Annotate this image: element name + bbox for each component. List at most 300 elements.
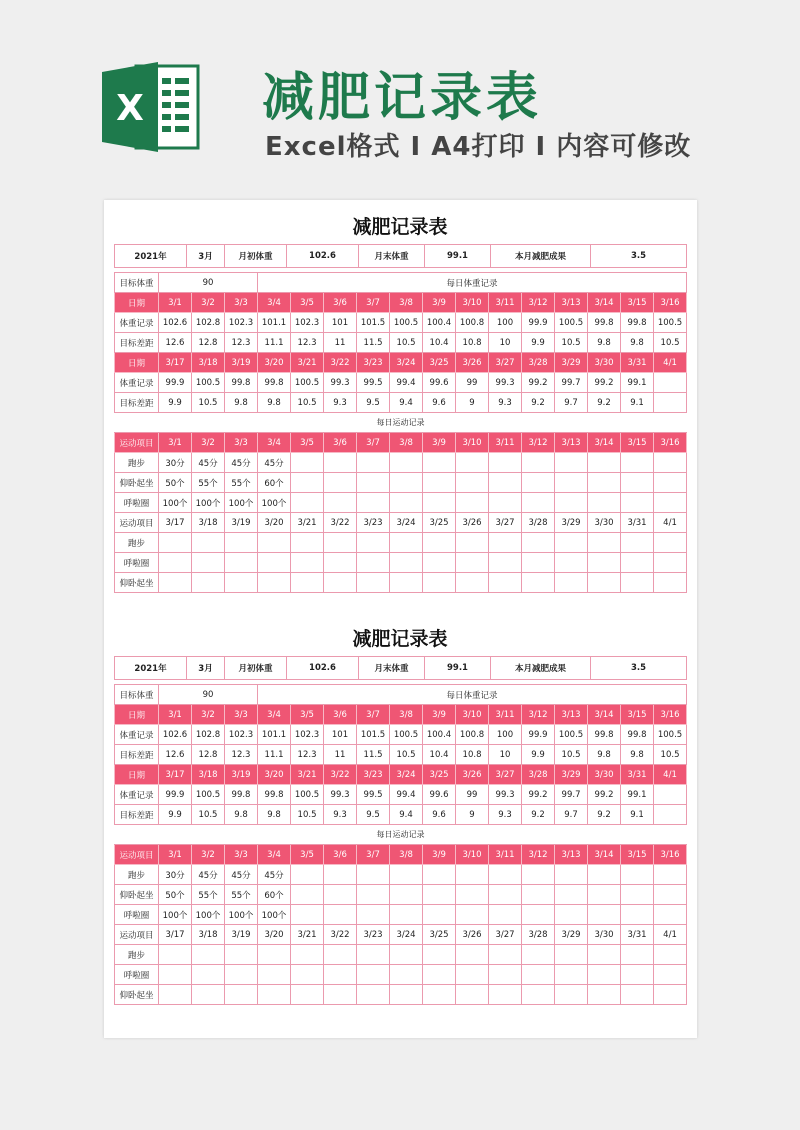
date-cell: 3/23 [357,765,390,785]
year-cell: 2021年 [115,245,187,268]
exercise-label: 呼啦圈 [115,553,159,573]
exercise-cell [225,533,258,553]
diff-cell: 9.2 [522,393,555,413]
date-cell: 3/27 [489,353,522,373]
exercise-cell [324,965,357,985]
exercise-cell [423,473,456,493]
exercise-cell [555,533,588,553]
weight-cell: 99.8 [621,313,654,333]
exercise-cell [588,945,621,965]
date-cell: 3/15 [621,433,654,453]
date-cell: 3/5 [291,433,324,453]
exercise-cell [621,945,654,965]
weight-row [115,725,687,745]
weight-cell: 102.3 [291,725,324,745]
exercise-cell [489,905,522,925]
exercise-cell [324,553,357,573]
exercise-cell [555,945,588,965]
date-cell: 3/26 [456,925,489,945]
exercise-cell [291,573,324,593]
exercise-label: 仰卧起坐 [115,885,159,905]
exercise-cell: 100个 [258,493,291,513]
exercise-cell [159,553,192,573]
exercise-cell [159,533,192,553]
diff-cell: 9.1 [621,393,654,413]
sheet-title: 减肥记录表 [352,628,448,650]
exercise-cell [192,945,225,965]
exercise-cell [621,885,654,905]
logo-letter: X [116,88,144,129]
date-cell: 3/16 [654,433,687,453]
exercise-cell [357,473,390,493]
date-cell: 3/29 [555,925,588,945]
result-value: 3.5 [591,657,687,680]
date-cell: 3/30 [588,353,621,373]
date-cell: 3/16 [654,845,687,865]
diff-cell: 9.2 [588,393,621,413]
weight-cell: 100.5 [390,313,423,333]
exercise-cell [390,453,423,473]
diff-cell: 9.4 [390,805,423,825]
weight-cell: 102.6 [159,725,192,745]
exercise-cell [291,985,324,1005]
end-weight-label: 月末体重 [359,245,425,268]
exercise-cell [588,905,621,925]
exercise-cell [324,985,357,1005]
weight-cell: 99.5 [357,785,390,805]
weight-cell: 100.5 [291,785,324,805]
exercise-cell [423,493,456,513]
exercise-cell [522,473,555,493]
date-cell: 3/27 [489,765,522,785]
exercise-cell [192,573,225,593]
exercise-section-title: 每日运动记录 [115,413,687,433]
exercise-cell [456,473,489,493]
diff-cell: 9.3 [324,393,357,413]
exercise-label: 跑步 [115,453,159,473]
exercise-cell [390,865,423,885]
weight-cell: 100.5 [192,373,225,393]
weight-cell: 102.6 [159,313,192,333]
exercise-cell [522,985,555,1005]
exercise-cell [390,553,423,573]
end-weight-label: 月末体重 [359,657,425,680]
exercise-cell [621,905,654,925]
diff-cell: 9.9 [159,393,192,413]
start-weight-value: 102.6 [287,245,359,268]
date-cell: 3/14 [588,845,621,865]
diff-cell: 9.4 [390,393,423,413]
weight-cell: 100.5 [555,313,588,333]
weight-cell: 99.1 [621,373,654,393]
exercise-row [115,493,687,513]
date-cell: 3/12 [522,433,555,453]
exercise-cell [489,573,522,593]
date-cell: 3/20 [258,765,291,785]
diff-cell: 10.8 [456,333,489,353]
exercise-cell [654,533,687,553]
exercise-cell [654,885,687,905]
target-diff-row [115,805,687,825]
exercise-cell [390,573,423,593]
exercise-cell: 45分 [192,453,225,473]
date-cell: 3/21 [291,353,324,373]
exercise-cell [291,473,324,493]
weight-row-label: 体重记录 [115,725,159,745]
diff-cell: 10 [489,333,522,353]
exercise-cell: 60个 [258,885,291,905]
date-cell: 3/2 [192,705,225,725]
diff-cell: 10.5 [654,745,687,765]
date-cell: 3/4 [258,845,291,865]
date-cell: 3/13 [555,845,588,865]
exercise-cell: 100个 [192,493,225,513]
weight-cell: 99.6 [423,373,456,393]
exercise-cell [456,493,489,513]
date-row [115,353,687,373]
diff-cell: 9 [456,805,489,825]
exercise-cell [522,553,555,573]
exercise-cell: 100个 [258,905,291,925]
weight-row [115,313,687,333]
date-cell: 4/1 [654,925,687,945]
date-cell: 3/22 [324,513,357,533]
start-weight-value: 102.6 [287,657,359,680]
exercise-cell [357,885,390,905]
weight-cell: 101 [324,725,357,745]
date-cell: 3/20 [258,353,291,373]
weight-cell: 99.9 [159,373,192,393]
date-cell: 3/22 [324,925,357,945]
exercise-row [115,553,687,573]
exercise-cell [291,965,324,985]
exercise-cell [654,985,687,1005]
exercise-cell: 100个 [225,493,258,513]
date-cell: 3/4 [258,433,291,453]
exercise-cell [555,553,588,573]
exercise-row [115,453,687,473]
diff-cell: 11.1 [258,745,291,765]
exercise-cell [456,865,489,885]
record-table [114,272,687,593]
exercise-cell: 45分 [225,865,258,885]
target-diff-row [115,333,687,353]
exercise-cell: 45分 [258,453,291,473]
target-diff-label: 目标差距 [115,393,159,413]
month-cell: 3月 [187,245,225,268]
date-cell: 3/25 [423,353,456,373]
exercise-cell [291,553,324,573]
record-sheet [114,622,686,1005]
exercise-row [115,945,687,965]
date-cell: 3/22 [324,353,357,373]
exercise-cell [522,965,555,985]
weight-cell: 101.1 [258,313,291,333]
exercise-cell [588,493,621,513]
date-cell: 3/23 [357,925,390,945]
exercise-cell [357,453,390,473]
exercise-cell [225,553,258,573]
date-cell: 3/18 [192,353,225,373]
weight-cell: 99.8 [258,785,291,805]
date-cell: 3/31 [621,765,654,785]
exercise-cell [489,473,522,493]
diff-cell: 11.1 [258,333,291,353]
date-cell: 3/6 [324,433,357,453]
result-value: 3.5 [591,245,687,268]
summary-table [114,656,687,680]
exercise-section-row [115,413,687,433]
diff-cell: 10.5 [291,805,324,825]
exercise-cell [555,573,588,593]
weight-row-label: 体重记录 [115,313,159,333]
date-cell: 3/30 [588,925,621,945]
date-cell: 3/16 [654,293,687,313]
exercise-row [115,985,687,1005]
exercise-cell [423,985,456,1005]
exercise-cell [159,985,192,1005]
exercise-cell [588,553,621,573]
exercise-cell [324,865,357,885]
exercise-cell [456,553,489,573]
date-cell: 3/11 [489,705,522,725]
diff-cell: 9.3 [324,805,357,825]
exercise-cell [324,473,357,493]
date-cell: 3/9 [423,293,456,313]
start-weight-label: 月初体重 [225,245,287,268]
weight-cell: 99.3 [324,785,357,805]
exercise-cell [390,945,423,965]
exercise-cell [522,453,555,473]
exercise-cell [588,865,621,885]
exercise-cell [621,865,654,885]
diff-cell: 12.6 [159,333,192,353]
exercise-cell [456,573,489,593]
target-diff-row [115,745,687,765]
weight-cell: 99.8 [588,313,621,333]
date-cell: 3/8 [390,293,423,313]
exercise-cell [588,533,621,553]
date-cell: 3/21 [291,513,324,533]
date-cell: 3/20 [258,513,291,533]
result-label: 本月减肥成果 [491,657,591,680]
exercise-cell [423,573,456,593]
diff-cell: 9.2 [522,805,555,825]
exercise-cell [225,985,258,1005]
exercise-cell: 45分 [225,453,258,473]
weight-cell: 101.1 [258,725,291,745]
diff-cell: 9.7 [555,805,588,825]
date-cell: 3/30 [588,513,621,533]
exercise-cell: 45分 [258,865,291,885]
diff-cell: 10.5 [390,333,423,353]
exercise-cell [258,945,291,965]
exercise-label: 跑步 [115,945,159,965]
spreadsheet-preview [104,200,697,1038]
date-cell: 3/5 [291,293,324,313]
exercise-cell [654,453,687,473]
date-row-label: 日期 [115,353,159,373]
diff-cell: 10.4 [423,745,456,765]
date-cell: 3/1 [159,293,192,313]
date-cell: 4/1 [654,513,687,533]
date-cell: 3/11 [489,293,522,313]
date-cell: 3/6 [324,293,357,313]
date-row-label: 日期 [115,705,159,725]
date-row-label: 日期 [115,293,159,313]
exercise-cell: 100个 [192,905,225,925]
diff-cell: 9.8 [225,393,258,413]
exercise-cell [654,945,687,965]
exercise-cell [621,493,654,513]
exercise-header-label: 运动项目 [115,925,159,945]
diff-cell: 10.5 [192,805,225,825]
date-cell: 3/7 [357,293,390,313]
date-cell: 3/29 [555,353,588,373]
date-cell: 3/14 [588,433,621,453]
exercise-label: 呼啦圈 [115,965,159,985]
target-weight-row [115,685,687,705]
exercise-header-label: 运动项目 [115,513,159,533]
diff-cell: 9.9 [522,745,555,765]
date-cell: 3/12 [522,845,555,865]
weight-cell: 100.5 [192,785,225,805]
exercise-cell: 55个 [225,885,258,905]
exercise-cell: 30分 [159,453,192,473]
date-cell: 3/15 [621,845,654,865]
target-diff-row [115,393,687,413]
exercise-cell [225,573,258,593]
exercise-row [115,573,687,593]
exercise-cell [423,533,456,553]
date-cell: 3/12 [522,293,555,313]
date-cell: 3/22 [324,765,357,785]
weight-cell: 101 [324,313,357,333]
weight-cell: 99 [456,373,489,393]
exercise-cell [324,573,357,593]
exercise-cell [489,493,522,513]
date-cell: 3/6 [324,705,357,725]
date-cell: 3/18 [192,513,225,533]
target-weight-label: 目标体重 [115,273,159,293]
exercise-cell [588,573,621,593]
date-cell: 3/31 [621,353,654,373]
exercise-cell [654,553,687,573]
weight-cell: 99.9 [522,725,555,745]
sheet-title: 减肥记录表 [352,216,448,238]
exercise-cell [555,985,588,1005]
weight-cell [654,373,687,393]
date-cell: 3/29 [555,765,588,785]
weight-cell: 102.3 [225,313,258,333]
exercise-cell [390,533,423,553]
month-cell: 3月 [187,657,225,680]
exercise-cell [522,865,555,885]
diff-cell: 9.8 [621,745,654,765]
exercise-cell [390,965,423,985]
date-cell: 3/9 [423,433,456,453]
weight-row [115,373,687,393]
exercise-cell [489,533,522,553]
exercise-cell [489,965,522,985]
exercise-cell [555,885,588,905]
exercise-cell [555,865,588,885]
exercise-cell [588,453,621,473]
date-cell: 3/18 [192,925,225,945]
exercise-cell [489,945,522,965]
weight-cell: 99.9 [159,785,192,805]
date-cell: 3/9 [423,845,456,865]
weight-cell: 99.2 [522,373,555,393]
date-cell: 3/31 [621,513,654,533]
weight-cell: 99.8 [588,725,621,745]
weight-cell: 101.5 [357,313,390,333]
date-cell: 3/24 [390,513,423,533]
exercise-cell [522,573,555,593]
diff-cell: 9.9 [522,333,555,353]
weight-cell: 99 [456,785,489,805]
weight-row-label: 体重记录 [115,785,159,805]
date-cell: 3/3 [225,845,258,865]
exercise-cell [357,945,390,965]
exercise-cell [621,553,654,573]
exercise-cell [621,573,654,593]
exercise-cell [159,945,192,965]
weight-cell: 99.2 [588,373,621,393]
diff-cell: 10.8 [456,745,489,765]
weight-cell: 99.7 [555,373,588,393]
exercise-cell [555,473,588,493]
exercise-cell [654,473,687,493]
weight-cell: 99.8 [225,785,258,805]
exercise-cell: 100个 [225,905,258,925]
weight-cell: 99.3 [489,373,522,393]
exercise-cell [291,533,324,553]
date-cell: 3/13 [555,293,588,313]
date-cell: 3/26 [456,513,489,533]
page-header [0,0,800,190]
exercise-cell [456,965,489,985]
exercise-cell [291,885,324,905]
diff-cell: 9.8 [258,393,291,413]
date-cell: 3/8 [390,433,423,453]
diff-cell: 9.8 [588,745,621,765]
weight-cell: 100 [489,725,522,745]
date-cell: 3/17 [159,513,192,533]
date-cell: 3/20 [258,925,291,945]
exercise-cell [456,453,489,473]
date-cell: 3/21 [291,765,324,785]
exercise-cell [456,533,489,553]
date-cell: 3/28 [522,925,555,945]
date-row [115,765,687,785]
date-cell: 3/3 [225,293,258,313]
date-cell: 3/28 [522,513,555,533]
target-weight-row [115,273,687,293]
weight-cell: 102.3 [225,725,258,745]
exercise-cell [357,553,390,573]
exercise-cell [588,885,621,905]
weight-cell: 99.8 [621,725,654,745]
diff-cell: 12.3 [291,745,324,765]
weight-row [115,785,687,805]
date-cell: 3/25 [423,925,456,945]
exercise-cell [258,533,291,553]
date-cell: 3/19 [225,925,258,945]
exercise-cell [489,553,522,573]
date-cell: 3/31 [621,925,654,945]
diff-cell: 9.8 [621,333,654,353]
